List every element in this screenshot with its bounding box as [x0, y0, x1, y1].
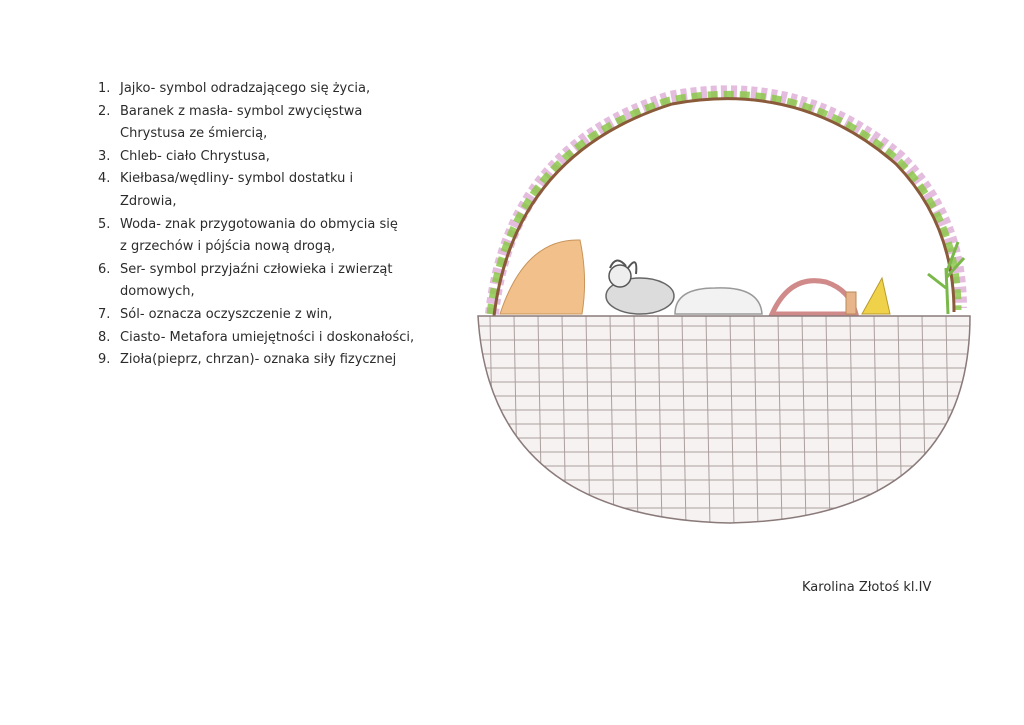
list-item-continuation	[98, 236, 414, 259]
cheese-icon	[862, 278, 890, 314]
item-text: Ser- symbol przyjaźni człowieka i zwierząt	[120, 261, 393, 277]
item-text: Zioła(pieprz, chrzan)- oznaka siły fizycznej	[120, 352, 397, 368]
item-text: Woda- znak przygotowania do obmycia się	[120, 216, 398, 232]
list-item	[98, 259, 414, 282]
item-number: 3.	[98, 148, 111, 164]
item-number: 7.	[98, 306, 111, 322]
bread-icon	[500, 240, 585, 314]
list-item	[98, 101, 414, 124]
item-text: Jajko- symbol odradzającego się życia,	[120, 81, 371, 96]
item-number: 4.	[98, 171, 111, 187]
basket-bowl	[470, 308, 990, 528]
item-text: Baranek z masła- symbol zwycięstwa	[120, 103, 363, 119]
item-number: 2.	[98, 103, 111, 119]
item-text: Sól- oznacza oczyszczenie z win,	[120, 306, 333, 322]
jar-icon	[846, 292, 856, 314]
item-number: 1.	[98, 81, 111, 96]
list-item	[98, 146, 414, 169]
item-text: Chrystusa ze śmiercią,	[120, 126, 268, 142]
list-item	[98, 349, 414, 372]
item-text: Kiełbasa/wędliny- symbol dostatku i	[120, 171, 354, 187]
list-item	[98, 214, 414, 237]
item-text: Zdrowia,	[120, 193, 177, 209]
lamb-icon	[606, 260, 674, 314]
list-item-continuation	[98, 281, 414, 304]
author-signature: Karolina Złotoś kl.IV	[802, 580, 932, 595]
item-number: 8.	[98, 329, 111, 345]
sausage-icon	[772, 281, 856, 314]
item-text: Ciasto- Metafora umiejętności i doskonałości,	[120, 329, 415, 345]
item-text: z grzechów i pójścia nową drogą,	[120, 239, 336, 255]
list-item	[98, 78, 414, 101]
list-item-continuation	[98, 123, 414, 146]
list-item-continuation	[98, 191, 414, 214]
list-item	[98, 327, 414, 350]
list-item	[98, 304, 414, 327]
list-item	[98, 168, 414, 191]
egg-icon	[675, 288, 762, 314]
item-number: 6.	[98, 261, 111, 277]
symbol-list	[98, 78, 414, 372]
item-number: 9.	[98, 352, 111, 368]
item-number: 5.	[98, 216, 111, 232]
easter-basket-drawing	[470, 78, 990, 528]
item-text: Chleb- ciało Chrystusa,	[120, 148, 270, 164]
item-text: domowych,	[120, 284, 195, 300]
